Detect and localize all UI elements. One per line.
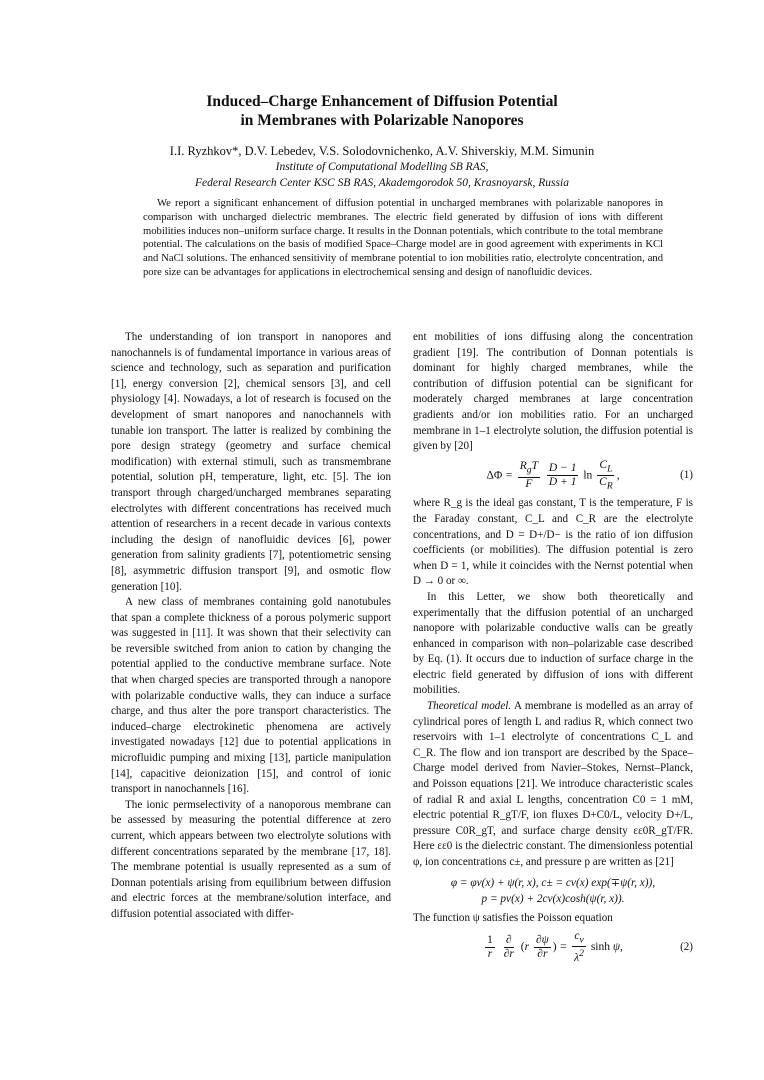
affiliation bbox=[0, 159, 764, 191]
equation-2-number: (2) bbox=[680, 940, 693, 953]
right-paragraph-2: where R_g is the ideal gas constant, T is the temperature, F is the Faraday constant, C_L and C_R are the electrolyte concentrations, and D = D+/D− is the ratio of ion diffusion coefficients (or mobilities). The diffusion potential is zero when D = 1, while it coincides with the Nernst potential when D → 0 or ∞. bbox=[413, 497, 693, 588]
left-paragraph-2: A new class of membranes containing gold nanotubules that span a complete thickness of a porous polymeric support was suggested in [11]. It was shown that their selectivity can be reversible switched from anion to cation by changing the potential applied to the conductive membrane surface. Note that when charged species are transported through a nanopore with polarizable conductive walls, they can induce a surface charge, and thus alter the pore transport characteristics. The induced–charge electrokinetic phenomena are actively investigated nowadays [12] due to potential applications in microfluidic pumping and mixing [13], particle manipulation [14], capacitive deionization [15], and control of ionic transport in nanochannels [16]. bbox=[111, 596, 391, 796]
left-paragraph-3: The ionic permselectivity of a nanoporous membrane can be assessed by measuring the potential difference at zero current, which appears between two electrolyte solutions with different concentrations separated by the membrane [17, 18]. The membrane potential is usually represented as a sum of Donnan potentials arising from equilibrium between diffusion and electric forces at the membrane/solution interface, and diffusion potential associated with differ- bbox=[111, 798, 391, 920]
title-line-2: in Membranes with Polarizable Nanopores bbox=[240, 112, 524, 129]
equation-fields-line-2: p = pv(x) + 2cv(x)cosh(ψ(r, x)). bbox=[481, 892, 625, 905]
title-line-1: Induced–Charge Enhancement of Diffusion Potential bbox=[206, 93, 558, 110]
affiliation-line-1: Institute of Computational Modelling SB RAS, bbox=[275, 161, 489, 173]
right-column bbox=[413, 330, 693, 969]
equation-fields bbox=[413, 875, 693, 907]
abstract: We report a significant enhancement of diffusion potential in uncharged membranes with polarizable nanopores in comparison with uncharged dielectric membranes. The electric field generated by diffusion of ions with different mobilities induces non–uniform surface charge. It results in the Donnan potentials, which contribute to the total membrane potential. The calculations on the basis of modified Space–Charge model are in good agreement with experiments in KCl and NaCl solutions. The enhanced sensitivity of membrane potential to ion mobilities ratio, electrolyte concentration, and pore size can be advantages for applications in electrochemical sensing and design of nanofluidic devices. bbox=[143, 198, 663, 278]
paper-title bbox=[0, 92, 764, 130]
equation-1-number: (1) bbox=[680, 468, 693, 481]
right-paragraph-1: ent mobilities of ions diffusing along the concentration gradient [19]. The contribution of Donnan potentials is dominant for highly charged membranes, while the contribution of diffusion potential can be significant for moderately charged membranes at large concentration gradients and/or ion mobilities ratio. For an uncharged membrane in 1–1 electrolyte solution, the diffusion potential is given by [20] bbox=[413, 331, 693, 453]
right-paragraph-4 bbox=[413, 699, 693, 871]
left-paragraph-1: The understanding of ion transport in nanopores and nanochannels is of fundamental importance in various areas of science and technology, such as separation and purification [1], energy conversion [2], chemical sensors [3], and cell physiology [4]. Nowadays, a lot of research is focused on the development of smart nanopores and nanochannels with tunable ion transport. The latter is realized by combining the pore design strategy (geometry and surface chemical modification) with external stimuli, such as transmembrane potential, solution pH, temperature, light, etc. [5]. The ion transport through charged/uncharged membranes separating electrolytes with different concentrations has received much attention of researchers in a recent decade in various contexts including the design of nanofluidic devices [6], power generation from salinity gradients [7], potentiometric sensing [8], asymmetric diffusion transport [9], and osmotic flow generation [10]. bbox=[111, 331, 391, 593]
right-paragraph-5: The function ψ satisfies the Poisson equation bbox=[413, 911, 613, 924]
right-paragraph-3: In this Letter, we show both theoretically and experimentally that the diffusion potential of an uncharged nanopore with polarizable conductive walls can be greatly enhanced in comparison with non–polarizable case described by Eq. (1). It occurs due to induction of surface charge in the electric field generated by diffusion of ions with different mobilities. bbox=[413, 590, 693, 697]
equation-1: ΔΦ = $\frac{R_gT}{F}$ $\frac{D - 1}{D + 1}$ ln $\frac{C_L}{C_R}$ , (1) bbox=[486, 458, 693, 492]
left-column bbox=[111, 330, 391, 923]
equation-fields-line-1: φ = φv(x) + ψ(r, x), c± = cv(x) exp(∓ψ(r, x)), bbox=[450, 876, 656, 889]
section-heading-theoretical-model: Theoretical model. bbox=[427, 700, 512, 713]
affiliation-line-2: Federal Research Center KSC SB RAS, Akademgorodok 50, Krasnoyarsk, Russia bbox=[195, 177, 569, 189]
equation-2: $\frac{1}{r}$ $\frac{\partial}{\partial r}$ (r $\frac{\partial\psi}{\partial r}$ ) = $\frac{c_v}{\lambda^2}$ sinh ψ, (2) bbox=[487, 930, 693, 965]
right-paragraph-4-text: A membrane is modelled as an array of cylindrical pores of length L and radius R, which connect two reservoirs with 1–1 electrolyte of concentrations C_L and C_R. The flow and ion transport are described by the Space–Charge model derived from Navier–Stokes, Nernst–Planck, and Poisson equations [21]. We introduce characteristic scales of radial R and axial L lengths, concentration C0 = 1 mM, electric potential R_gT/F, ion fluxes D+C0/L, velocity D+/L, pressure C0R_gT, and surface charge density εε0R_gT/FR. Here εε0 is the dielectric constant. The dimensionless potential φ, ion concentrations c±, and pressure p are written as [21] bbox=[413, 700, 693, 868]
author-list: I.I. Ryzhkov*, D.V. Lebedev, V.S. Solodovnichenko, A.V. Shiverskiy, M.M. Simunin bbox=[169, 144, 595, 158]
